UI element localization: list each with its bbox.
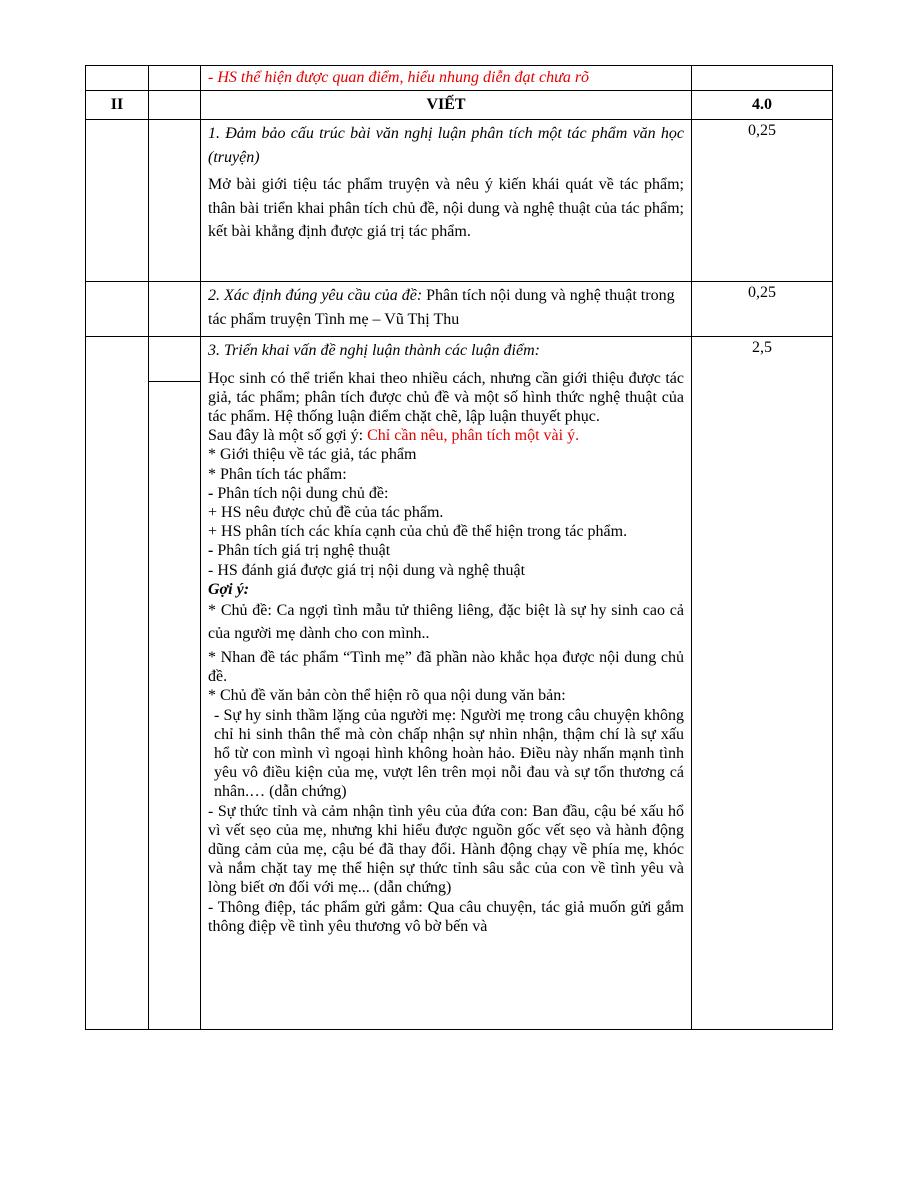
table-row [86, 282, 833, 337]
cell-item-number [149, 337, 201, 1030]
line-evaluate: - HS đánh giá được giá trị nội dung và nghệ thuật [208, 561, 526, 579]
hint-content: * Chủ đề văn bản còn thể hiện rõ qua nội dung văn bản: [208, 687, 566, 705]
suggest-prefix: Sau đây là một số gợi ý: [208, 427, 368, 445]
section-number: II [110, 96, 124, 113]
cell-score [692, 66, 833, 91]
cell-criteria [201, 337, 692, 1030]
hint-message: - Thông điệp, tác phẩm gửi gắm: Qua câu chuyện, tác giả muốn gửi gắm thông điệp về tình yêu thương vô bờ bến và [208, 898, 684, 935]
hint-title: * Nhan đề tác phẩm “Tình mẹ” đã phần nào khắc họa được nội dung chủ đề. [208, 648, 684, 686]
hint-awakening: - Sự thức tỉnh và cảm nhận tình yêu của đứa con: Ban đầu, cậu bé xấu hổ vì vết sẹo của mẹ, nhưng khi hiểu được nguồn gốc vết sẹo và hành động dũng cảm của mẹ, cậu bé đã thay đổi. Hành động chạy về phía mẹ, khóc và nắm chặt tay mẹ thể hiện sự thức tỉnh sâu sắc của con về tình yêu và lòng biết ơn đối với mẹ... (dẫn chứng) [208, 802, 684, 897]
line-theme: + HS nêu được chủ đề của tác phẩm. [208, 503, 444, 521]
hint-sacrifice: - Sự hy sinh thầm lặng của người mẹ: Người mẹ trong câu chuyện không chỉ hi sinh thân thể mà còn chấp nhận sự nhìn nhận, thậm chí là sự xấu hổ từ con mình vì ngoại hình không hoàn hảo. Điều này nhấn mạnh tình yêu vô điều kiện của mẹ, vượt lên trên mọi nỗi đau và sự tổn thương cá nhân.… (dẫn chứng) [214, 706, 684, 801]
section-title: VIẾT [426, 96, 466, 113]
cell-item-number [149, 91, 201, 120]
dash: - [208, 484, 214, 502]
criteria-score: 0,25 [748, 284, 776, 301]
inner-divider [148, 381, 201, 382]
criteria-intro: Học sinh có thể triển khai theo nhiều cách, nhưng cần giới thiệu được tác giả, tác phẩm; phân tích được chủ đề và một số hình thức nghệ thuật của tác phẩm. Hệ thống luận điểm chặt chẽ, lập luận thuyết phục. [208, 369, 684, 425]
line-content: Phân tích nội dung chủ đề: [213, 484, 389, 502]
cell-item-number [149, 120, 201, 282]
dash: - [208, 542, 214, 560]
cell-section-number [86, 66, 149, 91]
table-row [86, 91, 833, 120]
cell-criteria [201, 91, 692, 120]
cell-section-number [86, 282, 149, 337]
criteria-heading: 3. Triển khai vấn đề nghị luận thành các luận điểm: [208, 342, 540, 359]
table-row [86, 337, 833, 1030]
criteria-body: Mở bài giới tiệu tác phẩm truyện và nêu ý kiến khái quát về tác phẩm; thân bài triển khai phân tích chủ đề, nội dung và nghệ thuật của tác phẩm; kết bài khẳng định được giá trị tác phẩm. [208, 176, 684, 240]
grading-table [85, 65, 833, 1030]
cell-score [692, 91, 833, 120]
hint-theme: * Chủ đề: Ca ngợi tình mẫu tử thiêng liêng, đặc biệt là sự hy sinh cao cả của người mẹ dành cho con mình.. [208, 601, 684, 643]
table-row [86, 120, 833, 282]
cell-score [692, 337, 833, 1030]
criteria-heading: 1. Đảm bảo cấu trúc bài văn nghị luận phân tích một tác phẩm văn học (truyện) [208, 125, 684, 166]
line-analyze: * Phân tích tác phẩm: [208, 465, 347, 483]
line-aspects: + HS phân tích các khía cạnh của chủ đề thể hiện trong tác phẩm. [208, 523, 628, 541]
cell-section-number [86, 120, 149, 282]
cell-score [692, 282, 833, 337]
cell-section-number [86, 91, 149, 120]
criteria-score: 2,5 [752, 339, 772, 356]
cell-criteria [201, 282, 692, 337]
cell-item-number [149, 66, 201, 91]
line-art: Phân tích giá trị nghệ thuật [213, 542, 391, 560]
criteria-note: - HS thể hiện được quan điểm, hiểu nhung diễn đạt chưa rõ [208, 69, 590, 86]
cell-section-number [86, 337, 149, 1030]
cell-criteria [201, 120, 692, 282]
table-row [86, 66, 833, 91]
criteria-heading: 2. Xác định đúng yêu cầu của đề: [208, 287, 423, 304]
cell-criteria [201, 66, 692, 91]
hint-label: Gợi ý: [208, 580, 250, 598]
line-author: * Giới thiệu về tác giả, tác phẩm [208, 446, 417, 464]
section-score: 4.0 [752, 96, 772, 113]
suggest-note: Chỉ cần nêu, phân tích một vài ý. [367, 427, 580, 445]
cell-item-number [149, 282, 201, 337]
cell-score [692, 120, 833, 282]
criteria-score: 0,25 [748, 122, 776, 139]
criteria-body: Phân tích nội dung và nghệ thuật trong tác phẩm truyện Tình mẹ – Vũ Thị Thu [208, 287, 675, 328]
